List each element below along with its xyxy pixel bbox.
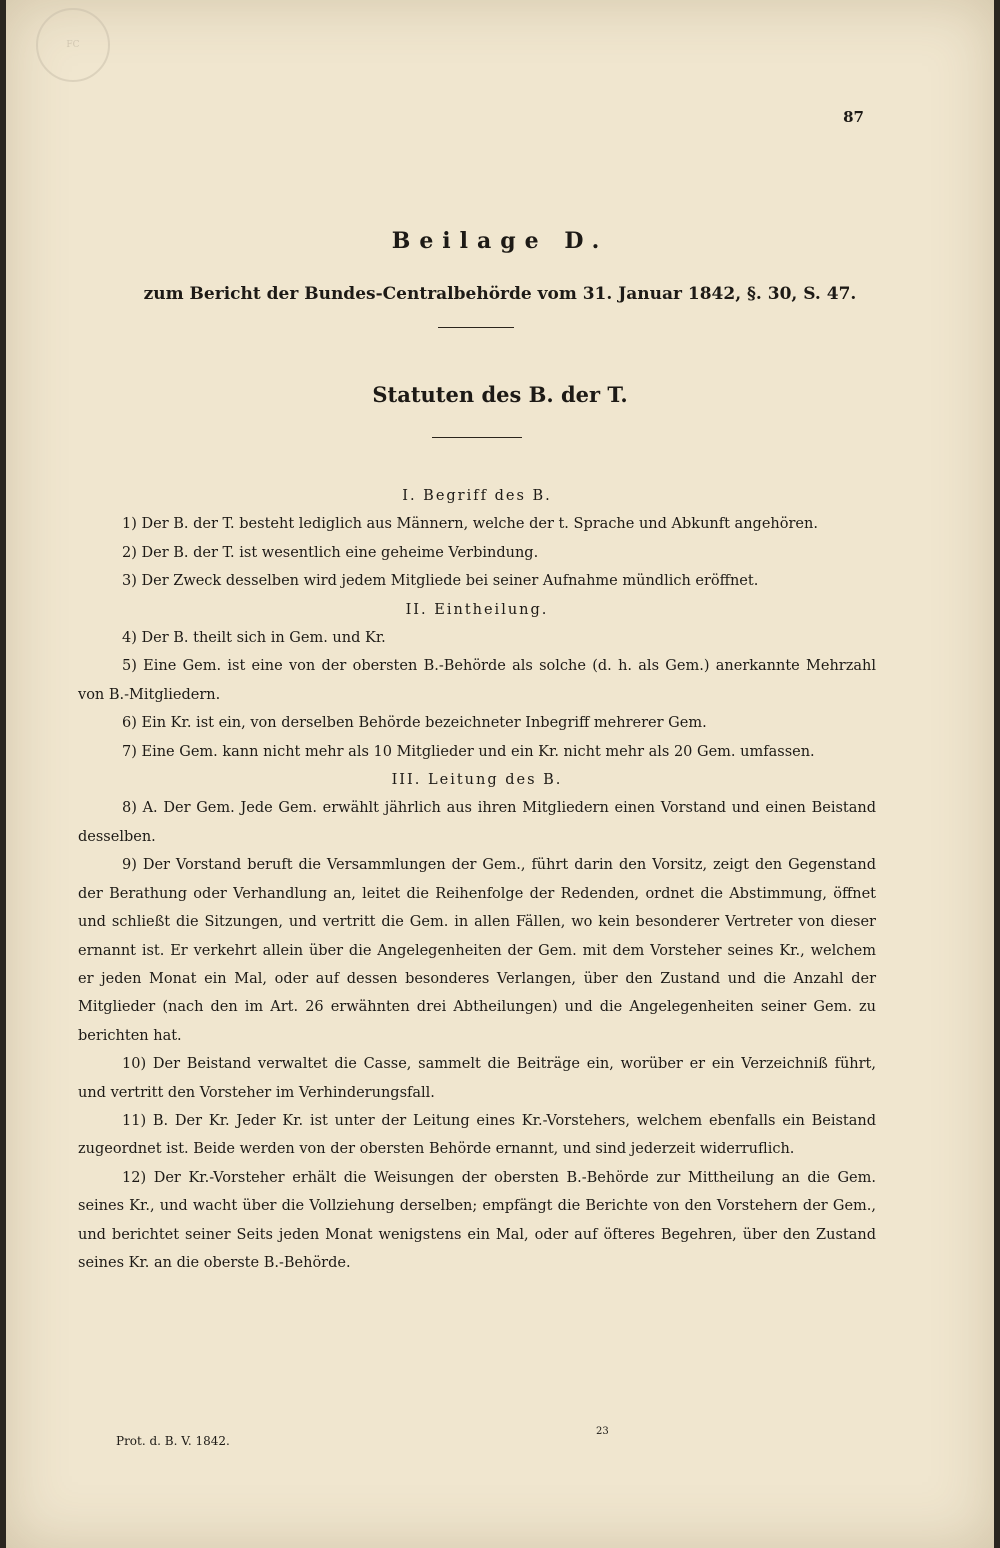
divider-rule [438,327,514,328]
paragraph: 3) Der Zweck desselben wird jedem Mitgliede bei seiner Aufnahme mündlich eröffnet. [122,573,759,590]
section-heading: III. Leitung des B. [391,772,563,789]
statute-title: Statuten des B. der T. [372,382,628,407]
paragraph: 4) Der B. theilt sich in Gem. und Kr. [122,630,386,647]
paragraph: 8) A. Der Gem. Jede Gem. erwählt jährlich aus ihren Mitgliedern einen Vorstand und einen Beistand desselben. [78,800,876,845]
document-title: Beilage D. [391,228,609,254]
paragraph: 2) Der B. der T. ist wesentlich eine geheime Verbindung. [122,544,539,561]
section-heading: I. Begriff des B. [402,488,552,504]
paragraph: 11) B. Der Kr. Jeder Kr. ist unter der Leitung eines Kr.-Vorstehers, welchem ebenfalls ein Beistand zugeordnet ist. Beide werden von der obersten Behörde ernannt, und sind jederzeit widerruflich. [78,1112,876,1158]
footer-reference: Prot. d. B. V. 1842. [116,1434,230,1448]
paragraph: 9) Der Vorstand beruft die Versammlungen der Gem., führt darin den Vorsitz, zeigt den Gegenstand der Berathung oder Verhandlung an, leitet die Reihenfolge der Redenden, ordnet die Abstimmung, öffnet und schließt die Sitzungen, und vertritt die Gem. in allen Fällen, wo kein besonderer Vertreter von dieser ernannt ist. Er verkehrt allein über die Angelegenheiten der Gem. mit dem Vorsteher seines Kr., welchem er jeden Monat ein Mal, oder auf dessen besonderes Verlangen, über den Zustand und die Anzahl der Mitglieder (nach den im Art. 26 erwähnten drei Abtheilungen) und die Angelegenheiten seiner Gem. zu berichten hat. [78,857,876,1044]
paragraph: 6) Ein Kr. ist ein, von derselben Behörde bezeichneter Inbegriff mehrerer Gem. [122,715,707,732]
library-stamp: FC [36,8,110,82]
paragraph: 5) Eine Gem. ist eine von der obersten B.-Behörde als solche (d. h. als Gem.) anerkannte Mehrzahl von B.-Mitgliedern. [78,658,876,703]
signature-mark: 23 [596,1426,609,1437]
paragraph: 1) Der B. der T. besteht lediglich aus Männern, welche der t. Sprache und Abkunft angehören. [122,516,818,533]
paragraph: 10) Der Beistand verwaltet die Casse, sammelt die Beiträge ein, worüber er ein Verzeichniß führt, und vertritt den Vorsteher im Verhinderungsfall. [78,1056,876,1101]
page-number: 87 [843,108,864,126]
section-heading: II. Eintheilung. [405,601,549,618]
statute-body [78,482,876,1277]
paragraph: 7) Eine Gem. kann nicht mehr als 10 Mitglieder und ein Kr. nicht mehr als 20 Gem. umfassen. [122,743,815,760]
divider-rule [432,437,522,438]
document-page [6,0,994,1548]
document-subtitle: zum Bericht der Bundes-Centralbehörde vom 31. Januar 1842, §. 30, S. 47. [143,284,857,304]
paragraph: 12) Der Kr.-Vorsteher erhält die Weisungen der obersten B.-Behörde zur Mittheilung an die Gem. seines Kr., und wacht über die Vollziehung derselben; empfängt die Berichte von den Vorstehern der Gem., und berichtet seiner Seits jeden Monat wenigstens ein Mal, oder auf öfteres Begehren, über den Zustand seines Kr. an die oberste B.-Behörde. [78,1169,876,1271]
